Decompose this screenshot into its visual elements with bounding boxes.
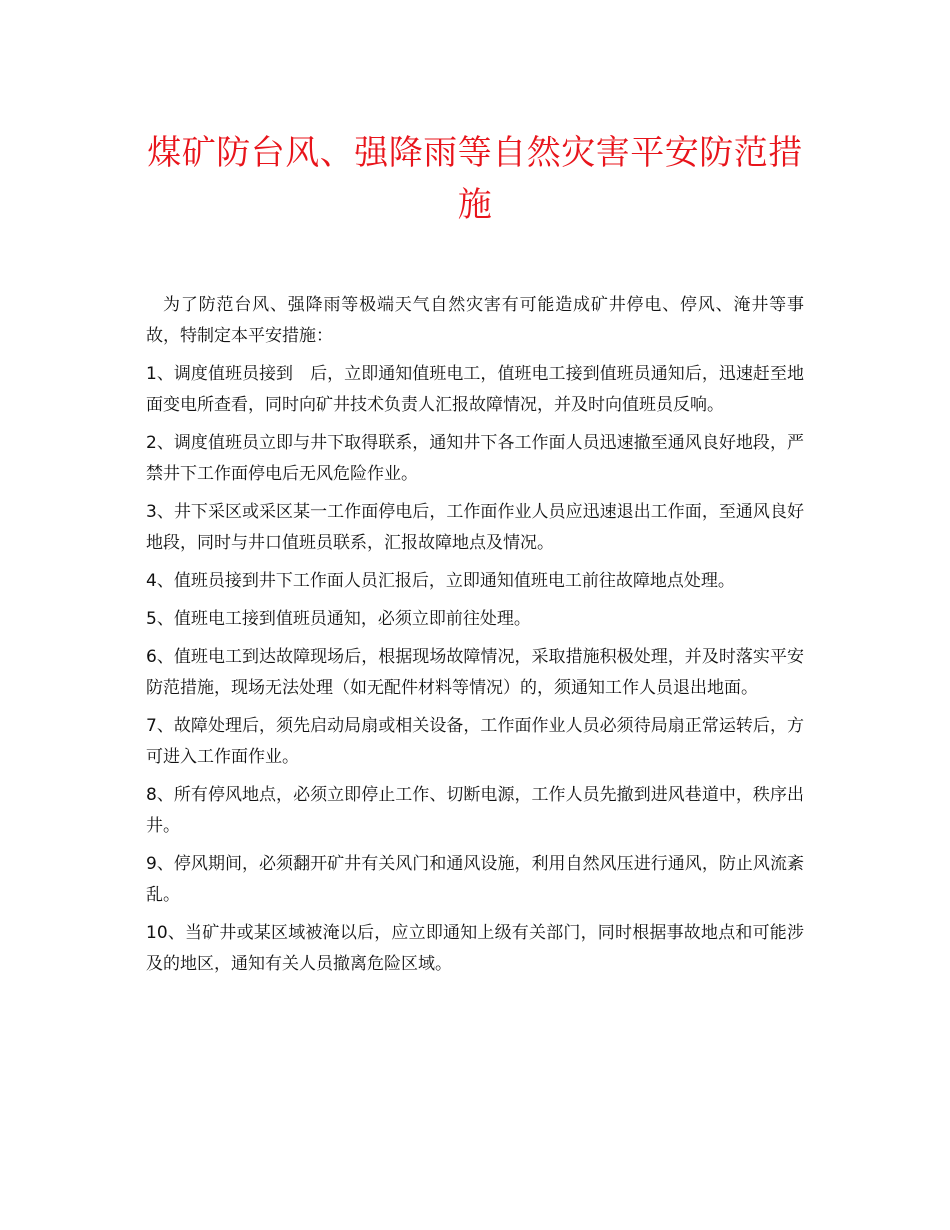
- measure-item-7: 7、故障处理后，须先启动局扇或相关设备，工作面作业人员必须待局扇正常运转后，方可进入工作面作业。: [146, 716, 804, 767]
- measure-item-5: 5、值班电工接到值班员通知，必须立即前往处理。: [146, 609, 531, 629]
- document-body: [146, 290, 804, 987]
- document-title: 煤矿防台风、强降雨等自然灾害平安防范措施: [147, 133, 803, 225]
- measure-item-8: 8、所有停风地点，必须立即停止工作、切断电源，工作人员先撤到进风巷道中，秩序出井。: [146, 785, 804, 836]
- measure-item-10: 10、当矿井或某区域被淹以后，应立即通知上级有关部门，同时根据事故地点和可能涉及的地区，通知有关人员撤离危险区域。: [146, 923, 804, 974]
- measure-item-1: 1、调度值班员接到 后，立即通知值班电工，值班电工接到值班员通知后，迅速赶至地面变电所查看，同时向矿井技术负责人汇报故障情况，并及时向值班员反响。: [146, 364, 804, 415]
- measure-item-3: 3、井下采区或采区某一工作面停电后，工作面作业人员应迅速退出工作面，至通风良好地段，同时与井口值班员联系，汇报故障地点及情况。: [146, 502, 804, 553]
- measure-item-4: 4、值班员接到井下工作面人员汇报后，立即通知值班电工前往故障地点处理。: [146, 571, 735, 591]
- measure-item-6: 6、值班电工到达故障现场后，根据现场故障情况，采取措施积极处理，并及时落实平安防范措施，现场无法处理（如无配件材料等情况）的，须通知工作人员退出地面。: [146, 647, 804, 698]
- measure-item-2: 2、调度值班员立即与井下取得联系，通知井下各工作面人员迅速撤至通风良好地段，严禁井下工作面停电后无风危险作业。: [146, 433, 804, 484]
- intro-paragraph: 为了防范台风、强降雨等极端天气自然灾害有可能造成矿井停电、停风、淹井等事故，特制定本平安措施：: [146, 295, 804, 346]
- measure-item-9: 9、停风期间，必须翻开矿井有关风门和通风设施，利用自然风压进行通风，防止风流紊乱。: [146, 854, 804, 905]
